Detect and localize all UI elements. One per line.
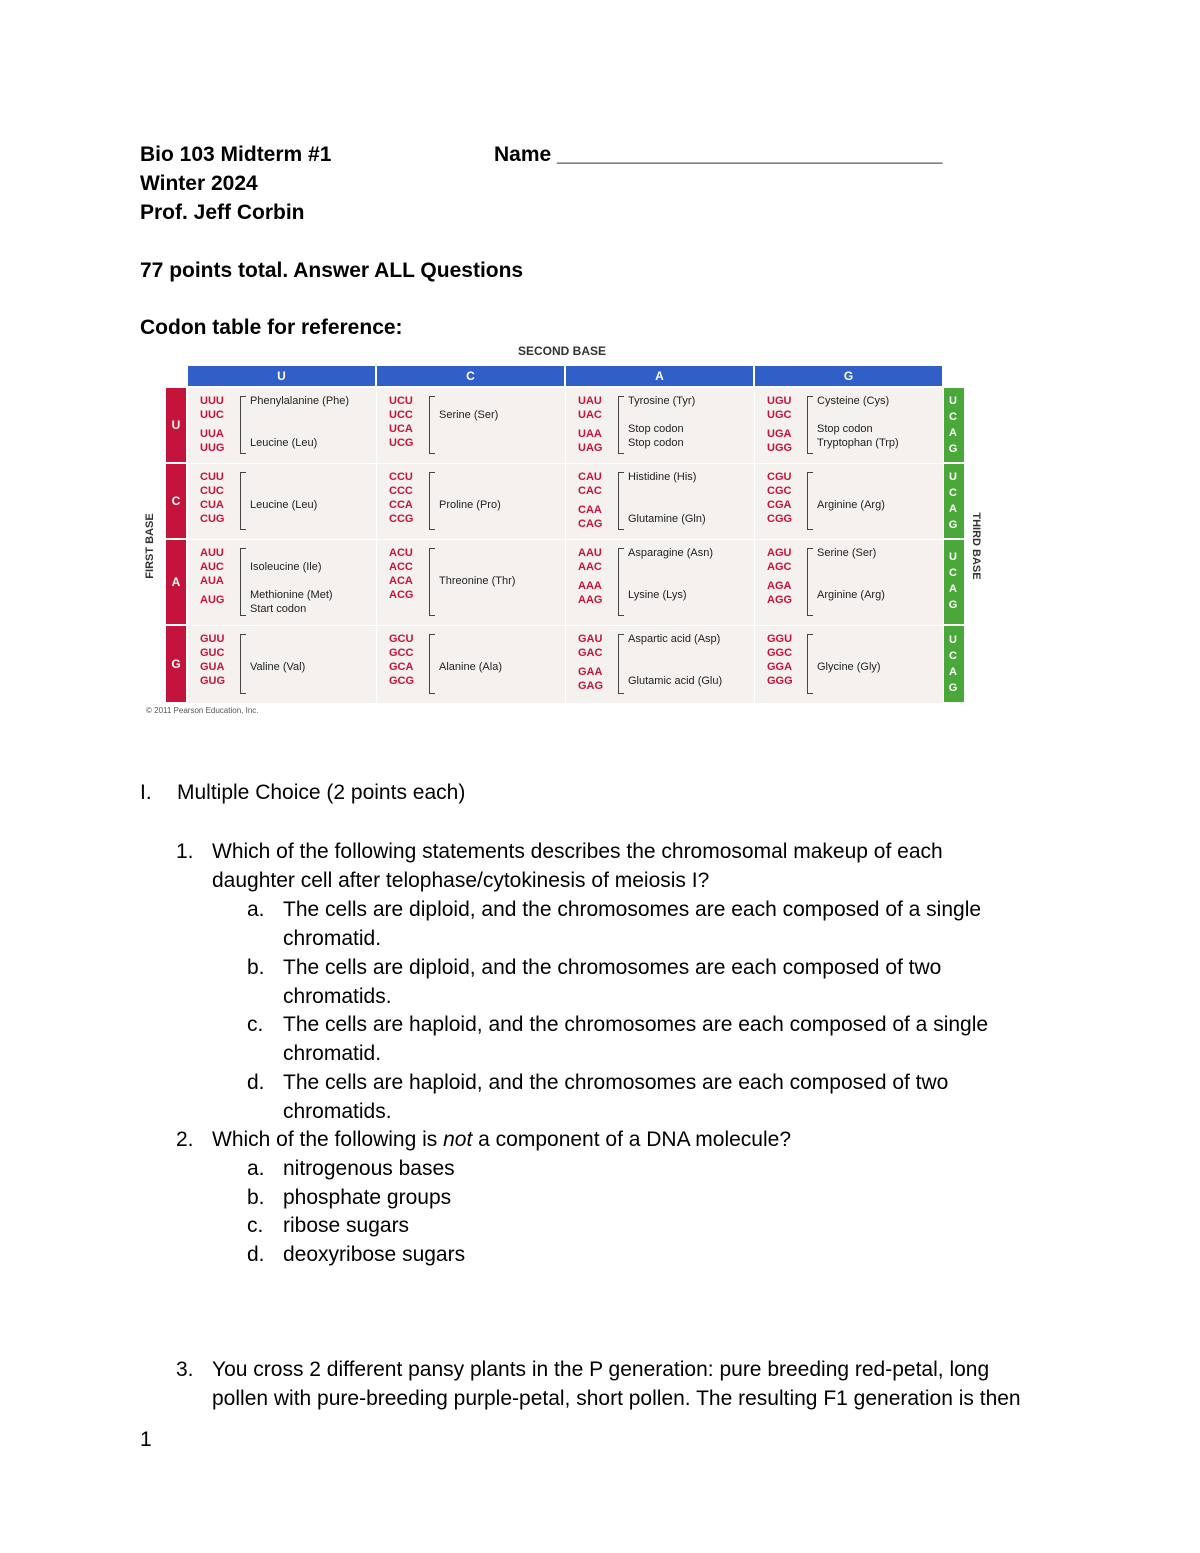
amino-acid-list <box>439 394 498 422</box>
codon: AUA <box>200 575 224 587</box>
question-1-option-b-letter: b. <box>247 956 265 979</box>
amino-acid-label: Tyrosine (Tyr) <box>628 395 696 407</box>
exam-professor: Prof. Jeff Corbin <box>140 201 305 224</box>
amino-acid-label <box>250 408 349 422</box>
codon-bracket <box>240 548 246 616</box>
codon: GAG <box>578 680 604 692</box>
codon-bracket <box>807 472 813 530</box>
codon-cell-ug <box>755 388 944 464</box>
codon-cell-gu <box>188 626 377 704</box>
codon: UCA <box>389 423 413 435</box>
amino-acid-label <box>250 484 317 498</box>
codon-bracket <box>618 396 624 454</box>
codon-list <box>767 394 792 455</box>
codon: GGU <box>767 633 793 645</box>
question-1-option-b[interactable]: The cells are diploid, and the chromosomes are each composed of two chromatids. <box>283 956 942 1008</box>
codon-list <box>578 546 602 607</box>
third-base-column-a: U C A G <box>942 540 964 624</box>
amino-acid-list <box>628 394 695 450</box>
codon: AUG <box>200 594 225 606</box>
codon: AUC <box>200 561 224 573</box>
codon: GGA <box>767 661 793 673</box>
codon: GAU <box>578 633 603 645</box>
question-1-text: Which of the following statements describes the chromosomal makeup of each daughter cell after telophase/cytokinesis of meiosis I? <box>212 840 943 892</box>
codon: UCG <box>389 437 414 449</box>
amino-acid-label <box>628 560 713 574</box>
codon-cell-ag <box>755 540 944 626</box>
amino-acid-list <box>628 632 722 688</box>
amino-acid-label <box>250 422 349 436</box>
amino-acid-list <box>628 470 706 526</box>
question-2-option-b[interactable]: phosphate groups <box>283 1186 452 1209</box>
codon: UAA <box>578 428 602 440</box>
codon-list <box>767 632 793 688</box>
codon: UGG <box>767 442 793 454</box>
amino-acid-label: Aspartic acid (Asp) <box>628 633 721 645</box>
codon-bracket <box>240 634 246 694</box>
question-1-option-a[interactable]: The cells are diploid, and the chromosomes are each composed of a single chromatid. <box>283 898 982 950</box>
codon: GUC <box>200 647 225 659</box>
name-field[interactable]: Name _________________________________ <box>494 143 943 166</box>
amino-acid-label: Glutamine (Gln) <box>628 513 706 525</box>
amino-acid-label <box>250 646 305 660</box>
codon-list <box>578 632 603 693</box>
codon-cell-uu <box>188 388 377 464</box>
question-2-option-d[interactable]: deoxyribose sugars <box>283 1243 466 1266</box>
amino-acid-label: Histidine (His) <box>628 471 697 483</box>
third-base-column-g: U C A G <box>942 626 964 702</box>
row-header-c: C <box>166 464 186 538</box>
codon: AGA <box>767 580 792 592</box>
codon: AGC <box>767 561 792 573</box>
amino-acid-label <box>250 546 333 560</box>
codon-bracket <box>429 396 435 454</box>
codon-cell-ua <box>566 388 755 464</box>
amino-acid-list <box>250 394 349 450</box>
codon-caption: Codon table for reference: <box>140 316 403 339</box>
amino-acid-label <box>439 546 515 560</box>
amino-acid-list <box>817 394 899 450</box>
question-1-option-d-letter: d. <box>247 1071 265 1094</box>
amino-acid-label: Leucine (Leu) <box>250 437 318 449</box>
column-header-g: G <box>755 366 942 386</box>
third-base-column-c: U C A G <box>942 464 964 538</box>
codon: UAG <box>578 442 603 454</box>
codon-list <box>389 632 414 688</box>
codon-table <box>140 340 980 720</box>
amino-acid-label: Serine (Ser) <box>817 547 877 559</box>
codon-cell-au <box>188 540 377 626</box>
codon-bracket <box>429 548 435 616</box>
codon-list <box>200 394 224 455</box>
codon: UGA <box>767 428 792 440</box>
codon: UUA <box>200 428 224 440</box>
amino-acid-list <box>439 470 501 512</box>
question-2-option-b-letter: b. <box>247 1186 265 1209</box>
amino-acid-label: Serine (Ser) <box>439 409 499 421</box>
amino-acid-label <box>817 470 885 484</box>
codon: CGC <box>767 485 792 497</box>
amino-acid-label: Lysine (Lys) <box>628 589 687 601</box>
codon: GGC <box>767 647 793 659</box>
codon: AGU <box>767 547 792 559</box>
codon-bracket <box>618 548 624 616</box>
codon: CCA <box>389 499 413 511</box>
amino-acid-label <box>628 646 722 660</box>
codon: UAC <box>578 409 602 421</box>
first-base-label: FIRST BASE <box>144 513 156 579</box>
codon-list <box>389 470 413 526</box>
amino-acid-label: Leucine (Leu) <box>250 499 318 511</box>
codon: CGU <box>767 471 792 483</box>
amino-acid-label: Valine (Val) <box>250 661 306 673</box>
amino-acid-label: Alanine (Ala) <box>439 661 502 673</box>
codon-cell-ga <box>566 626 755 704</box>
codon: CAU <box>578 471 602 483</box>
codon: UCU <box>389 395 413 407</box>
amino-acid-label <box>250 574 333 588</box>
codon: CAC <box>578 485 602 497</box>
third-base-column-u: U C A G <box>942 388 964 462</box>
third-base-label: THIRD BASE <box>970 512 982 580</box>
codon-list <box>389 394 413 450</box>
codon: UGU <box>767 395 792 407</box>
amino-acid-label: Asparagine (Asn) <box>628 547 713 559</box>
amino-acid-label: Stop codon <box>628 423 684 435</box>
codon: GUA <box>200 661 225 673</box>
question-2-option-c[interactable]: ribose sugars <box>283 1214 410 1237</box>
amino-acid-label <box>628 574 713 588</box>
amino-acid-label <box>439 394 498 408</box>
amino-acid-label: Phenylalanine (Phe) <box>250 395 350 407</box>
codon: AAG <box>578 594 603 606</box>
codon-cell-cc <box>377 464 566 540</box>
amino-acid-label: Start codon <box>250 603 307 615</box>
codon-cell-aa <box>566 540 755 626</box>
amino-acid-label: Tryptophan (Trp) <box>817 437 899 449</box>
amino-acid-label <box>817 574 885 588</box>
amino-acid-list <box>250 632 305 674</box>
amino-acid-label: Threonine (Thr) <box>439 575 516 587</box>
amino-acid-list <box>250 470 317 512</box>
codon: AAU <box>578 547 602 559</box>
codon: UUU <box>200 395 224 407</box>
codon-bracket <box>807 396 813 454</box>
codon-cell-ac <box>377 540 566 626</box>
amino-acid-label <box>439 646 502 660</box>
question-1-option-c-letter: c. <box>247 1013 264 1036</box>
codon: GCA <box>389 661 414 673</box>
row-header-u: U <box>166 388 186 462</box>
codon: CUG <box>200 513 225 525</box>
codon: GCU <box>389 633 414 645</box>
codon: ACU <box>389 547 413 559</box>
amino-acid-label <box>628 660 722 674</box>
codon-bracket <box>240 472 246 530</box>
codon-bracket <box>429 634 435 694</box>
codon: CGG <box>767 513 793 525</box>
codon-list <box>578 394 602 455</box>
codon: AUU <box>200 547 224 559</box>
amino-acid-label <box>817 632 881 646</box>
codon-bracket <box>807 548 813 616</box>
amino-acid-label <box>628 498 706 512</box>
question-3-text: You cross 2 different pansy plants in the P generation: pure breeding red-petal, long pollen with pure-breeding purple-petal, short pollen. The resulting F1 generation is then <box>212 1358 1021 1410</box>
amino-acid-label: Stop codon <box>628 437 684 449</box>
amino-acid-list <box>628 546 713 602</box>
codon: CAG <box>578 518 603 530</box>
row-header-g: G <box>166 626 186 702</box>
amino-acid-label: Isoleucine (Ile) <box>250 561 322 573</box>
codon: GCG <box>389 675 415 687</box>
question-1-number: 1. <box>176 840 194 863</box>
codon: GGG <box>767 675 793 687</box>
codon: CCG <box>389 513 414 525</box>
codon: CCC <box>389 485 413 497</box>
question-2-option-d-letter: d. <box>247 1243 265 1266</box>
codon-cell-ca <box>566 464 755 540</box>
codon-bracket <box>807 634 813 694</box>
codon-bracket <box>618 472 624 530</box>
codon-list <box>767 470 792 526</box>
second-base-title: SECOND BASE <box>518 344 607 358</box>
codon: AAA <box>578 580 602 592</box>
codon-list <box>578 470 602 531</box>
codon-cell-uc <box>377 388 566 464</box>
codon: CCU <box>389 471 413 483</box>
column-header-c: C <box>377 366 564 386</box>
amino-acid-label <box>817 560 885 574</box>
codon: UCC <box>389 409 413 421</box>
codon: ACA <box>389 575 413 587</box>
amino-acid-label <box>817 646 881 660</box>
codon: GUU <box>200 633 225 645</box>
codon: CGA <box>767 499 792 511</box>
codon: UUG <box>200 442 225 454</box>
amino-acid-label: Cysteine (Cys) <box>817 395 890 407</box>
row-header-a: A <box>166 540 186 624</box>
codon: GAC <box>578 647 603 659</box>
codon: ACC <box>389 561 413 573</box>
amino-acid-list <box>250 546 333 616</box>
amino-acid-label: Arginine (Arg) <box>817 589 885 601</box>
question-2-text: Which of the following is not a component of a DNA molecule? <box>212 1128 791 1151</box>
codon-cell-cu <box>188 464 377 540</box>
codon: AGG <box>767 594 793 606</box>
amino-acid-label: Arginine (Arg) <box>817 499 885 511</box>
amino-acid-label <box>439 484 501 498</box>
amino-acid-label: Glutamic acid (Glu) <box>628 675 723 687</box>
amino-acid-label: Proline (Pro) <box>439 499 501 511</box>
codon-cell-gc <box>377 626 566 704</box>
question-2-number: 2. <box>176 1128 194 1151</box>
codon-list <box>389 546 413 602</box>
amino-acid-label <box>817 484 885 498</box>
amino-acid-label: Methionine (Met) <box>250 589 333 601</box>
figure-copyright: © 2011 Pearson Education, Inc. <box>146 706 259 715</box>
codon: UUC <box>200 409 224 421</box>
column-header-a: A <box>566 366 753 386</box>
codon: UGC <box>767 409 792 421</box>
question-1-option-a-letter: a. <box>247 898 265 921</box>
codon: CUC <box>200 485 224 497</box>
codon: AAC <box>578 561 602 573</box>
codon-bracket <box>429 472 435 530</box>
codon-list <box>200 546 224 607</box>
amino-acid-label <box>250 470 317 484</box>
amino-acid-list <box>817 632 881 674</box>
codon: CUA <box>200 499 224 511</box>
exam-term: Winter 2024 <box>140 172 258 195</box>
amino-acid-list <box>817 470 885 512</box>
column-header-u: U <box>188 366 375 386</box>
codon: GAA <box>578 666 603 678</box>
amino-acid-label <box>628 484 706 498</box>
amino-acid-label <box>439 470 501 484</box>
exam-points: 77 points total. Answer ALL Questions <box>140 259 524 282</box>
amino-acid-label: Glycine (Gly) <box>817 661 881 673</box>
question-3-number: 3. <box>176 1358 194 1381</box>
codon-list <box>200 470 224 526</box>
question-1-option-d[interactable]: The cells are haploid, and the chromosomes are each composed of two chromatids. <box>283 1071 949 1123</box>
exam-title: Bio 103 Midterm #1 <box>140 143 332 166</box>
codon-cell-cg <box>755 464 944 540</box>
amino-acid-label <box>250 632 305 646</box>
amino-acid-list <box>817 546 885 602</box>
amino-acid-label <box>628 408 695 422</box>
amino-acid-label <box>817 408 899 422</box>
question-2-option-c-letter: c. <box>247 1214 264 1237</box>
page-number: 1 <box>140 1428 152 1451</box>
codon: ACG <box>389 589 414 601</box>
amino-acid-list <box>439 632 502 674</box>
codon-cell-gg <box>755 626 944 704</box>
question-2-option-a[interactable]: nitrogenous bases <box>283 1157 455 1180</box>
amino-acid-label <box>439 632 502 646</box>
codon-bracket <box>240 396 246 454</box>
section-numeral: I. <box>140 781 152 804</box>
codon-bracket <box>618 634 624 694</box>
codon-list <box>767 546 792 607</box>
section-heading <box>140 778 466 808</box>
codon-list <box>200 632 225 688</box>
codon: CUU <box>200 471 224 483</box>
amino-acid-list <box>439 546 515 588</box>
section-title: Multiple Choice (2 points each) <box>177 781 466 804</box>
codon: GUG <box>200 675 226 687</box>
question-2-option-a-letter: a. <box>247 1157 265 1180</box>
codon: CAA <box>578 504 602 516</box>
amino-acid-label: Stop codon <box>817 423 873 435</box>
codon: UAU <box>578 395 602 407</box>
question-1-option-c[interactable]: The cells are haploid, and the chromosomes are each composed of a single chromatid. <box>283 1013 989 1065</box>
amino-acid-label <box>439 560 515 574</box>
codon: GCC <box>389 647 414 659</box>
